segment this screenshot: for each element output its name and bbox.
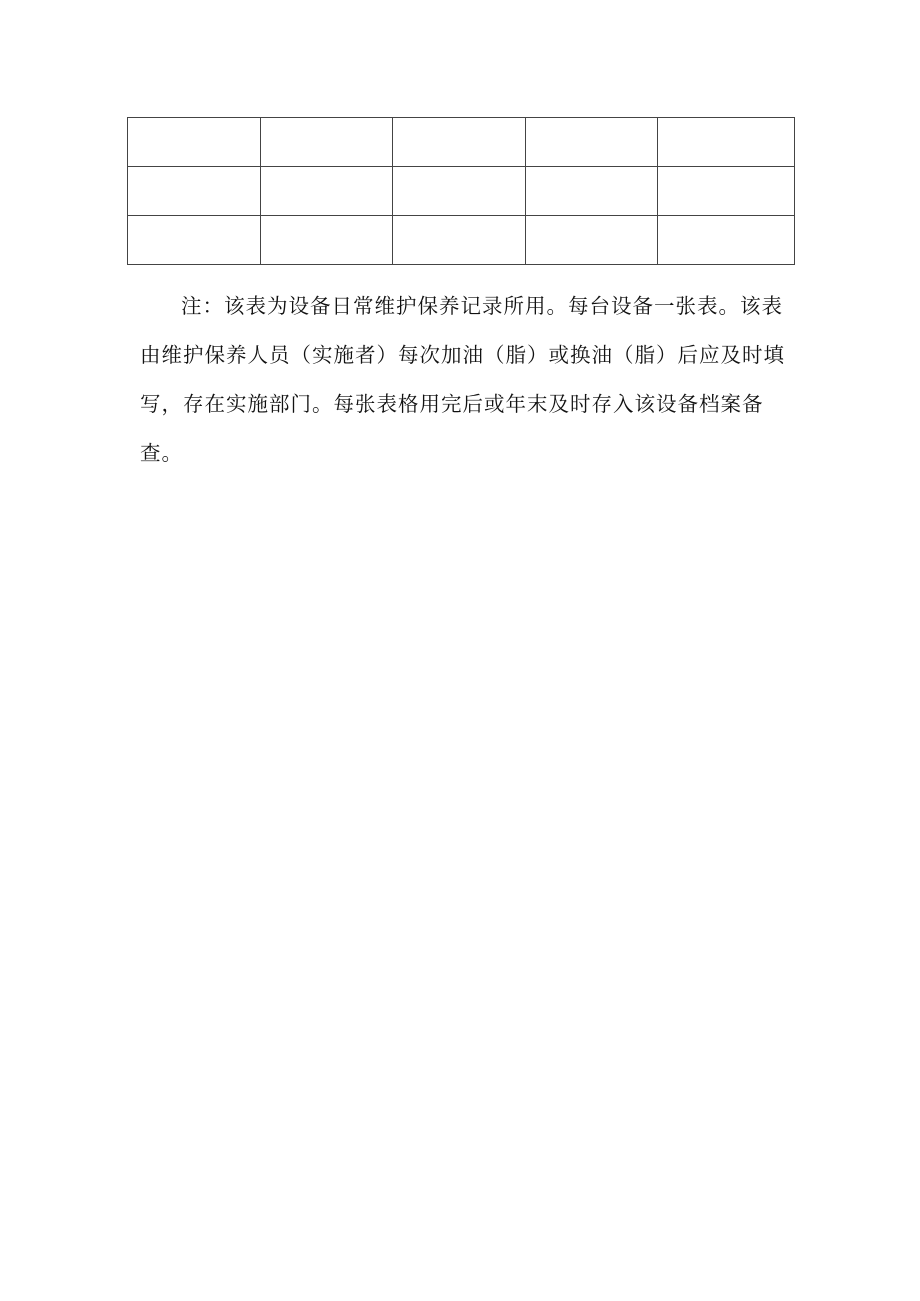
table-cell [128, 216, 261, 265]
table-cell [261, 216, 393, 265]
table-cell [658, 118, 795, 167]
table-cell [261, 118, 393, 167]
table-cell [128, 118, 261, 167]
table-cell [261, 167, 393, 216]
table-cell [526, 216, 658, 265]
table-cell [526, 167, 658, 216]
maintenance-record-table [127, 117, 795, 265]
table-cell [526, 118, 658, 167]
table-row [128, 167, 795, 216]
table-row [128, 216, 795, 265]
note-line: 注：该表为设备日常维护保养记录所用。每台设备一张表。该表 [181, 294, 783, 318]
usage-note [140, 282, 800, 478]
note-line: 写，存在实施部门。每张表格用完后或年末及时存入该设备档案备 [140, 392, 764, 416]
note-line: 查。 [140, 441, 183, 465]
table-cell [393, 167, 526, 216]
table-cell [393, 216, 526, 265]
note-line: 由维护保养人员（实施者）每次加油（脂）或换油（脂）后应及时填 [140, 343, 785, 367]
table-cell [128, 167, 261, 216]
table-cell [658, 167, 795, 216]
table-cell [658, 216, 795, 265]
table-cell [393, 118, 526, 167]
table-row [128, 118, 795, 167]
